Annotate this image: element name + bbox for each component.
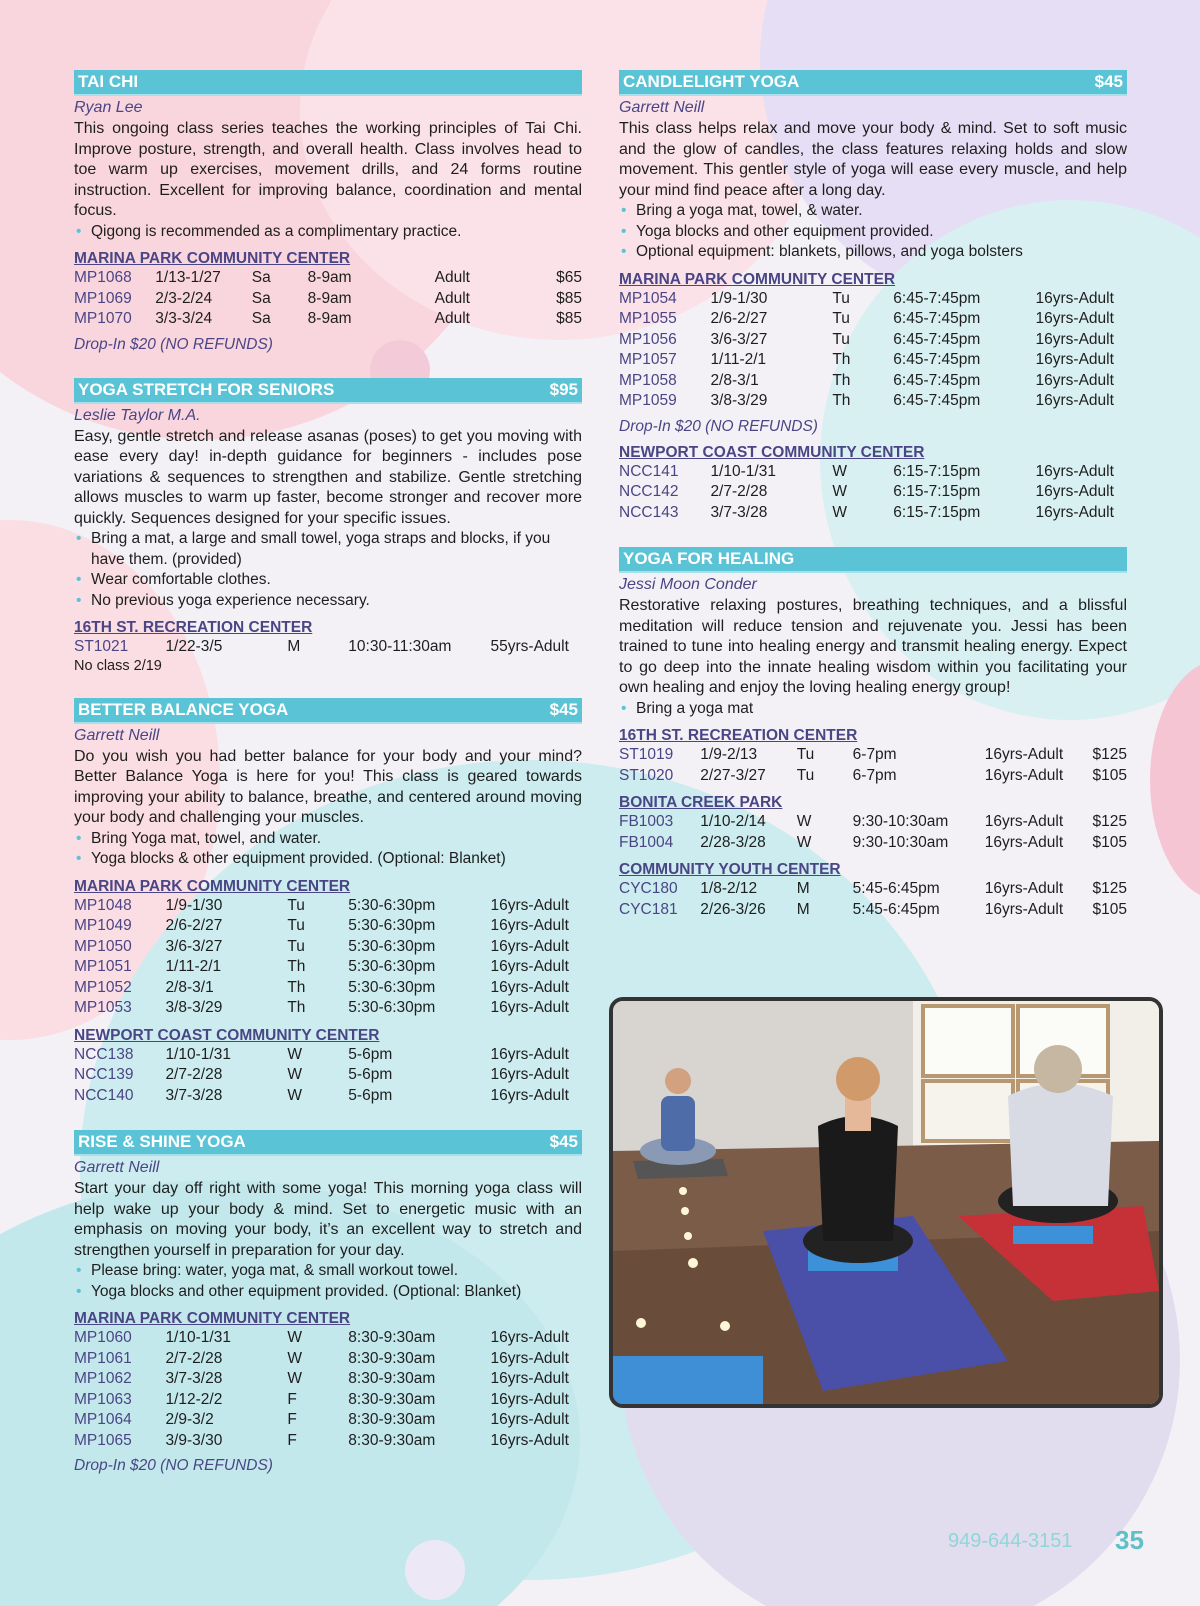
schedule-table — [619, 879, 1127, 920]
class-bullet-list — [74, 529, 582, 611]
course-code[interactable]: MP1050 — [74, 937, 132, 955]
age-group: Adult — [434, 310, 470, 327]
schedule-row — [74, 1431, 582, 1452]
schedule-table — [619, 812, 1127, 853]
date-range: 2/28-3/28 — [700, 833, 766, 851]
age-group: 16yrs-Adult — [490, 937, 569, 955]
schedule-table — [619, 745, 1127, 786]
drop-in-note: Drop-In $20 (NO REFUNDS) — [74, 1457, 273, 1474]
course-code[interactable]: MP1054 — [619, 289, 677, 307]
day-of-week: Tu — [832, 330, 850, 348]
schedule-table — [74, 268, 582, 330]
date-range: 1/22-3/5 — [165, 638, 223, 655]
day-of-week: Th — [832, 351, 851, 368]
course-code[interactable]: MP1057 — [619, 351, 677, 368]
schedule-row — [74, 937, 582, 958]
day-of-week: M — [796, 880, 810, 897]
day-of-week: W — [796, 813, 812, 830]
day-of-week: Th — [287, 978, 306, 996]
class-title: YOGA STRETCH FOR SENIORS — [78, 379, 335, 399]
time: 6:45-7:45pm — [893, 330, 981, 348]
day-of-week: F — [287, 1431, 297, 1449]
date-range: 1/10-2/14 — [700, 813, 766, 830]
course-code[interactable]: MP1058 — [619, 371, 677, 389]
schedule-row — [74, 1369, 582, 1390]
bullet-item: • Bring a yoga mat — [619, 699, 1127, 720]
age-group: 16yrs-Adult — [1035, 351, 1114, 368]
schedule-row — [619, 371, 1127, 392]
age-group: 55yrs-Adult — [490, 638, 569, 655]
day-of-week: W — [832, 503, 847, 521]
course-code[interactable]: FB1004 — [619, 833, 674, 851]
schedule-row — [74, 1349, 582, 1370]
date-range: 2/9-3/2 — [165, 1411, 214, 1428]
class-title: RISE & SHINE YOGA — [78, 1132, 246, 1151]
schedule-row — [74, 957, 582, 978]
location-heading: NEWPORT COAST COMMUNITY CENTER — [619, 443, 925, 461]
day-of-week: Sa — [251, 289, 271, 307]
class-description: Restorative relaxing postures, breathing techniques, and a blissful meditation will reduce tension and rejuvenate you. Jessi has been trained to tune into healing energy and transmit healing energy. Expect to go deep into the innate healing wisdom within you facilitating your own healing and enjoy the loving healing energy group! — [619, 597, 1127, 696]
day-of-week: F — [287, 1411, 297, 1428]
fee: $125 — [1092, 746, 1127, 763]
age-group: 16yrs-Adult — [490, 1349, 569, 1367]
day-of-week: Tu — [796, 766, 815, 784]
schedule-table — [74, 896, 582, 1019]
age-group: 16yrs-Adult — [490, 896, 569, 914]
fee: $85 — [556, 289, 582, 307]
schedule-row — [619, 833, 1127, 854]
time: 8:30-9:30am — [348, 1431, 436, 1449]
schedule-row — [619, 879, 1127, 900]
location-heading: BONITA CREEK PARK — [619, 794, 783, 811]
instructor-name: Garrett Neill — [74, 1159, 160, 1176]
location-heading: MARINA PARK COMMUNITY CENTER — [74, 1310, 351, 1327]
age-group: 16yrs-Adult — [1035, 310, 1114, 327]
day-of-week: Th — [832, 392, 851, 409]
age-group: 16yrs-Adult — [490, 1431, 569, 1449]
age-group: Adult — [434, 289, 470, 307]
location-heading: 16TH ST. RECREATION CENTER — [619, 727, 858, 744]
course-code[interactable]: CYC180 — [619, 880, 678, 897]
schedule-row — [619, 503, 1127, 524]
time: 6:15-7:15pm — [893, 483, 981, 500]
date-range: 3/8-3/29 — [710, 392, 768, 409]
schedule-row — [74, 978, 582, 999]
day-of-week: Tu — [832, 310, 850, 327]
date-range: 3/6-3/27 — [165, 937, 223, 955]
course-code[interactable]: NCC138 — [74, 1045, 134, 1063]
yoga-class-photo — [609, 997, 1163, 1408]
course-code[interactable]: MP1056 — [619, 330, 677, 348]
class-section-rise-shine-yoga — [74, 1130, 582, 1475]
course-code[interactable]: NCC142 — [619, 483, 679, 500]
time: 8-9am — [307, 269, 352, 286]
day-of-week: W — [287, 1086, 302, 1104]
time: 5:30-6:30pm — [348, 958, 436, 975]
bullet-item: • Yoga blocks and other equipment provided. — [619, 222, 1127, 243]
date-range: 3/6-3/27 — [710, 330, 768, 348]
class-title: BETTER BALANCE YOGA — [78, 699, 289, 719]
time: 8-9am — [307, 289, 352, 307]
age-group: 16yrs-Adult — [1035, 503, 1114, 521]
date-range: 1/8-2/12 — [700, 880, 758, 897]
schedule-row — [74, 1410, 582, 1431]
day-of-week: W — [287, 1045, 302, 1063]
class-title-bar — [74, 698, 582, 724]
date-range: 3/9-3/30 — [165, 1431, 223, 1449]
time: 10:30-11:30am — [348, 638, 452, 655]
date-range: 1/11-2/1 — [710, 351, 767, 368]
day-of-week: W — [287, 1329, 302, 1346]
course-code[interactable]: ST1020 — [619, 766, 674, 784]
schedule-table — [74, 1328, 582, 1451]
date-range: 3/7-3/28 — [165, 1086, 223, 1104]
age-group: 16yrs-Adult — [984, 833, 1064, 851]
schedule-row — [619, 350, 1127, 371]
time: 6:45-7:45pm — [893, 371, 981, 389]
time: 6-7pm — [852, 766, 897, 784]
age-group: 16yrs-Adult — [1035, 289, 1114, 307]
date-range: 2/8-3/1 — [165, 978, 214, 996]
date-range: 2/27-3/27 — [700, 766, 766, 784]
time: 6:45-7:45pm — [893, 310, 981, 327]
age-group: 16yrs-Adult — [984, 746, 1064, 763]
day-of-week: Th — [287, 958, 306, 975]
day-of-week: F — [287, 1390, 297, 1408]
time: 5:30-6:30pm — [348, 978, 436, 996]
bullet-item: • Bring a mat, a large and small towel, yoga straps and blocks, if you have them. (provided) — [74, 529, 582, 570]
class-title-bar — [619, 547, 1127, 573]
course-code[interactable]: MP1061 — [74, 1349, 132, 1367]
bullet-item: • Qigong is recommended as a complimentary practice. — [74, 222, 582, 243]
age-group: Adult — [434, 269, 470, 286]
instructor-name: Jessi Moon Conder — [619, 576, 757, 593]
schedule-table — [619, 289, 1127, 412]
course-code[interactable]: NCC143 — [619, 503, 679, 521]
date-range: 3/8-3/29 — [165, 999, 223, 1016]
course-code[interactable]: MP1063 — [74, 1390, 132, 1408]
day-of-week: Sa — [251, 269, 271, 286]
course-code[interactable]: MP1060 — [74, 1329, 132, 1346]
course-code[interactable]: MP1059 — [619, 392, 677, 409]
age-group: 16yrs-Adult — [984, 813, 1064, 830]
class-bullet-list — [74, 222, 582, 243]
age-group: 16yrs-Adult — [490, 1411, 569, 1428]
time: 5-6pm — [348, 1086, 393, 1104]
time: 5:30-6:30pm — [348, 937, 436, 955]
time: 6:45-7:45pm — [893, 289, 981, 307]
day-of-week: Th — [287, 999, 306, 1016]
schedule-row — [74, 268, 582, 289]
time: 8-9am — [307, 310, 352, 327]
bullet-item: • Optional equipment: blankets, pillows, and yoga bolsters — [619, 242, 1127, 263]
age-group: 16yrs-Adult — [490, 917, 569, 934]
class-bullet-list — [74, 829, 582, 870]
class-bullet-list — [619, 699, 1127, 720]
schedule-row — [619, 289, 1127, 310]
schedule-row — [74, 1086, 582, 1107]
class-section-tai-chi — [74, 70, 582, 354]
date-range: 3/7-3/28 — [710, 503, 768, 521]
age-group: 16yrs-Adult — [490, 1066, 569, 1083]
class-title-bar — [74, 70, 582, 96]
course-code[interactable]: MP1051 — [74, 958, 132, 975]
schedule-row — [74, 309, 582, 330]
course-code[interactable]: MP1069 — [74, 289, 132, 307]
location-heading: MARINA PARK COMMUNITY CENTER — [74, 877, 351, 895]
schedule-row — [74, 637, 582, 658]
fee: $105 — [1092, 900, 1127, 918]
bullet-item: • Please bring: water, yoga mat, & small workout towel. — [74, 1261, 582, 1282]
day-of-week: W — [832, 483, 847, 500]
day-of-week: Tu — [796, 746, 815, 763]
time: 9:30-10:30am — [852, 813, 949, 830]
course-code[interactable]: NCC140 — [74, 1086, 134, 1104]
fee: $105 — [1092, 833, 1127, 851]
fee: $125 — [1092, 813, 1127, 830]
age-group: 16yrs-Adult — [490, 1329, 569, 1346]
schedule-row — [619, 482, 1127, 503]
age-group: 16yrs-Adult — [490, 1045, 569, 1063]
instructor-name: Leslie Taylor M.A. — [74, 406, 201, 424]
schedule-row — [74, 1390, 582, 1411]
age-group: 16yrs-Adult — [1035, 392, 1114, 409]
left-column — [74, 70, 582, 1499]
date-range: 1/9-1/30 — [710, 289, 768, 307]
day-of-week: Tu — [287, 917, 305, 934]
age-group: 16yrs-Adult — [490, 999, 569, 1016]
course-code[interactable]: MP1049 — [74, 917, 132, 934]
time: 8:30-9:30am — [348, 1370, 436, 1387]
course-code[interactable]: ST1019 — [619, 746, 674, 763]
time: 8:30-9:30am — [348, 1329, 436, 1346]
time: 6:45-7:45pm — [893, 392, 981, 409]
bullet-item: • Yoga blocks & other equipment provided. (Optional: Blanket) — [74, 849, 582, 870]
schedule-row — [619, 309, 1127, 330]
course-code[interactable]: MP1065 — [74, 1431, 132, 1449]
bullet-item: • No previous yoga experience necessary. — [74, 591, 582, 612]
time: 9:30-10:30am — [852, 833, 949, 851]
course-code[interactable]: MP1070 — [74, 310, 132, 327]
day-of-week: W — [287, 1370, 302, 1387]
class-description: Do you wish you had better balance for your body and your mind? Better Balance Yoga is here for you! This class is geared towards improving your ability to balance, breathe, and centered around moving your body and challenging your muscles. — [74, 747, 582, 826]
class-bullet-list — [74, 1261, 582, 1302]
age-group: 16yrs-Adult — [1035, 371, 1114, 389]
age-group: 16yrs-Adult — [1035, 462, 1114, 480]
class-title: YOGA FOR HEALING — [623, 549, 795, 568]
right-column — [619, 70, 1127, 944]
schedule-row — [619, 391, 1127, 412]
instructor-name: Ryan Lee — [74, 99, 143, 116]
footer-phone: 949-644-3151 — [948, 1530, 1073, 1552]
time: 5:30-6:30pm — [348, 999, 436, 1016]
instructor-name: Garrett Neill — [619, 99, 705, 116]
date-range: 2/8-3/1 — [710, 371, 759, 389]
course-code[interactable]: MP1053 — [74, 999, 132, 1016]
date-range: 2/26-3/26 — [700, 900, 766, 918]
class-description: Start your day off right with some yoga! This morning yoga class will help wake up your body & mind. Set to energetic music with an emphasis on moving your body, it’s an excellent way to stretch and strengthen yourself in preparation for your day. — [74, 1180, 582, 1259]
course-code[interactable]: NCC139 — [74, 1066, 134, 1083]
page-number: 35 — [1115, 1525, 1144, 1555]
age-group: 16yrs-Adult — [490, 1086, 569, 1104]
time: 5:30-6:30pm — [348, 917, 436, 934]
schedule-row — [619, 900, 1127, 921]
day-of-week: W — [287, 1349, 302, 1367]
schedule-row — [74, 916, 582, 937]
time: 8:30-9:30am — [348, 1390, 436, 1408]
class-title: TAI CHI — [78, 72, 139, 91]
course-code[interactable]: MP1052 — [74, 978, 132, 996]
date-range: 3/7-3/28 — [165, 1370, 223, 1387]
course-code[interactable]: MP1062 — [74, 1370, 132, 1387]
schedule-row — [74, 289, 582, 310]
drop-in-note: Drop-In $20 (NO REFUNDS) — [74, 335, 273, 353]
schedule-row — [619, 812, 1127, 833]
course-code[interactable]: NCC141 — [619, 462, 679, 480]
class-section-yoga-stretch-for-seniors — [74, 378, 582, 674]
course-code[interactable]: MP1048 — [74, 896, 132, 914]
day-of-week: Th — [832, 371, 851, 389]
date-range: 1/11-2/1 — [165, 958, 222, 975]
date-range: 1/10-1/31 — [710, 462, 776, 480]
class-section-candlelight-yoga — [619, 70, 1127, 523]
course-code[interactable]: FB1003 — [619, 813, 674, 830]
date-range: 2/7-2/28 — [165, 1349, 223, 1367]
time: 6:15-7:15pm — [893, 503, 981, 521]
schedule-row — [74, 896, 582, 917]
time: 5:30-6:30pm — [348, 896, 436, 914]
date-range: 3/3-3/24 — [155, 310, 213, 327]
age-group: 16yrs-Adult — [490, 1370, 569, 1387]
fee: $105 — [1092, 766, 1127, 784]
day-of-week: Tu — [287, 896, 305, 914]
age-group: 16yrs-Adult — [1035, 330, 1114, 348]
date-range: 2/6-2/27 — [165, 917, 223, 934]
day-of-week: Tu — [287, 937, 305, 955]
date-range: 2/3-2/24 — [155, 289, 213, 307]
time: 6:45-7:45pm — [893, 351, 981, 368]
date-range: 2/6-2/27 — [710, 310, 768, 327]
schedule-row — [619, 462, 1127, 483]
class-section-yoga-for-healing — [619, 547, 1127, 920]
time: 5-6pm — [348, 1045, 393, 1063]
bullet-item: • Wear comfortable clothes. — [74, 570, 582, 591]
bullet-item: • Bring a yoga mat, towel, & water. — [619, 201, 1127, 222]
location-heading: COMMUNITY YOUTH CENTER — [619, 861, 841, 878]
course-code[interactable]: CYC181 — [619, 900, 678, 918]
schedule-table — [619, 462, 1127, 524]
location-heading: MARINA PARK COMMUNITY CENTER — [74, 250, 351, 267]
schedule-row — [74, 1045, 582, 1066]
schedule-row — [619, 745, 1127, 766]
fee: $125 — [1092, 880, 1127, 897]
date-range: 1/13-1/27 — [155, 269, 221, 286]
age-group: 16yrs-Adult — [984, 880, 1064, 897]
day-of-week: M — [287, 638, 301, 655]
class-price: $45 — [549, 699, 578, 719]
class-description: This ongoing class series teaches the working principles of Tai Chi. Improve posture, strength, and overall health. Class involves head to toe warm up exercises, movement drills, and 24 forms routine instruction. Excellent for improving balance, coordination and mental focus. — [74, 120, 582, 219]
time: 8:30-9:30am — [348, 1349, 436, 1367]
course-code[interactable]: MP1068 — [74, 269, 132, 286]
class-bullet-list — [619, 201, 1127, 263]
course-code[interactable]: ST1021 — [74, 638, 129, 655]
location-heading: 16TH ST. RECREATION CENTER — [74, 619, 313, 636]
date-range: 1/9-2/13 — [700, 746, 758, 763]
class-description: Easy, gentle stretch and release asanas (poses) to get you moving with ease every day! in-depth guidance for beginners - includes pose variations & sequences to strengthen and stabilize. Gentle stretching allows muscles to warm up faster, become stronger and recover more quickly. Sequences designed for your specific issues. — [74, 427, 582, 527]
day-of-week: M — [796, 900, 810, 918]
time: 6-7pm — [852, 746, 897, 763]
class-title-bar — [619, 70, 1127, 96]
date-range: 1/9-1/30 — [165, 896, 223, 914]
age-group: 16yrs-Adult — [984, 900, 1064, 918]
fee: $65 — [556, 269, 582, 286]
time: 5:45-6:45pm — [852, 880, 940, 897]
class-price: $45 — [1094, 72, 1123, 91]
class-title: CANDLELIGHT YOGA — [623, 72, 800, 91]
schedule-table — [74, 1045, 582, 1107]
date-range: 1/12-2/2 — [165, 1390, 223, 1408]
schedule-note: No class 2/19 — [74, 657, 162, 674]
drop-in-note: Drop-In $20 (NO REFUNDS) — [619, 417, 818, 435]
class-price: $45 — [549, 1132, 578, 1151]
schedule-table — [74, 637, 582, 658]
class-title-bar — [74, 1130, 582, 1156]
day-of-week: Tu — [832, 289, 850, 307]
time: 5:45-6:45pm — [852, 900, 940, 918]
date-range: 2/7-2/28 — [710, 483, 768, 500]
date-range: 1/10-1/31 — [165, 1329, 231, 1346]
course-code[interactable]: MP1055 — [619, 310, 677, 327]
bullet-item: • Yoga blocks and other equipment provided. (Optional: Blanket) — [74, 1282, 582, 1303]
age-group: 16yrs-Adult — [1035, 483, 1114, 500]
time: 8:30-9:30am — [348, 1411, 436, 1428]
class-section-better-balance-yoga — [74, 698, 582, 1107]
age-group: 16yrs-Adult — [984, 766, 1064, 784]
schedule-row — [619, 330, 1127, 351]
day-of-week: Sa — [251, 310, 271, 327]
location-heading: NEWPORT COAST COMMUNITY CENTER — [74, 1026, 380, 1044]
schedule-row — [74, 1328, 582, 1349]
class-title-bar — [74, 378, 582, 404]
fee: $85 — [556, 310, 582, 327]
day-of-week: W — [796, 833, 812, 851]
day-of-week: W — [832, 462, 847, 480]
date-range: 2/7-2/28 — [165, 1066, 223, 1083]
schedule-row — [619, 766, 1127, 787]
schedule-row — [74, 1065, 582, 1086]
course-code[interactable]: MP1064 — [74, 1411, 132, 1428]
class-description: This class helps relax and move your body & mind. Set to soft music and the glow of candles, the class features relaxing holds and slow movement. This gentler style of yoga will ease every muscle, and help your mind find peace after a long day. — [619, 120, 1127, 199]
class-price: $95 — [549, 379, 578, 399]
age-group: 16yrs-Adult — [490, 958, 569, 975]
age-group: 16yrs-Adult — [490, 1390, 569, 1408]
location-heading: MARINA PARK COMMUNITY CENTER — [619, 270, 896, 288]
age-group: 16yrs-Adult — [490, 978, 569, 996]
day-of-week: W — [287, 1066, 302, 1083]
time: 5-6pm — [348, 1066, 393, 1083]
time: 6:15-7:15pm — [893, 462, 981, 480]
instructor-name: Garrett Neill — [74, 726, 160, 744]
date-range: 1/10-1/31 — [165, 1045, 231, 1063]
schedule-row — [74, 998, 582, 1019]
bullet-item: • Bring Yoga mat, towel, and water. — [74, 829, 582, 850]
